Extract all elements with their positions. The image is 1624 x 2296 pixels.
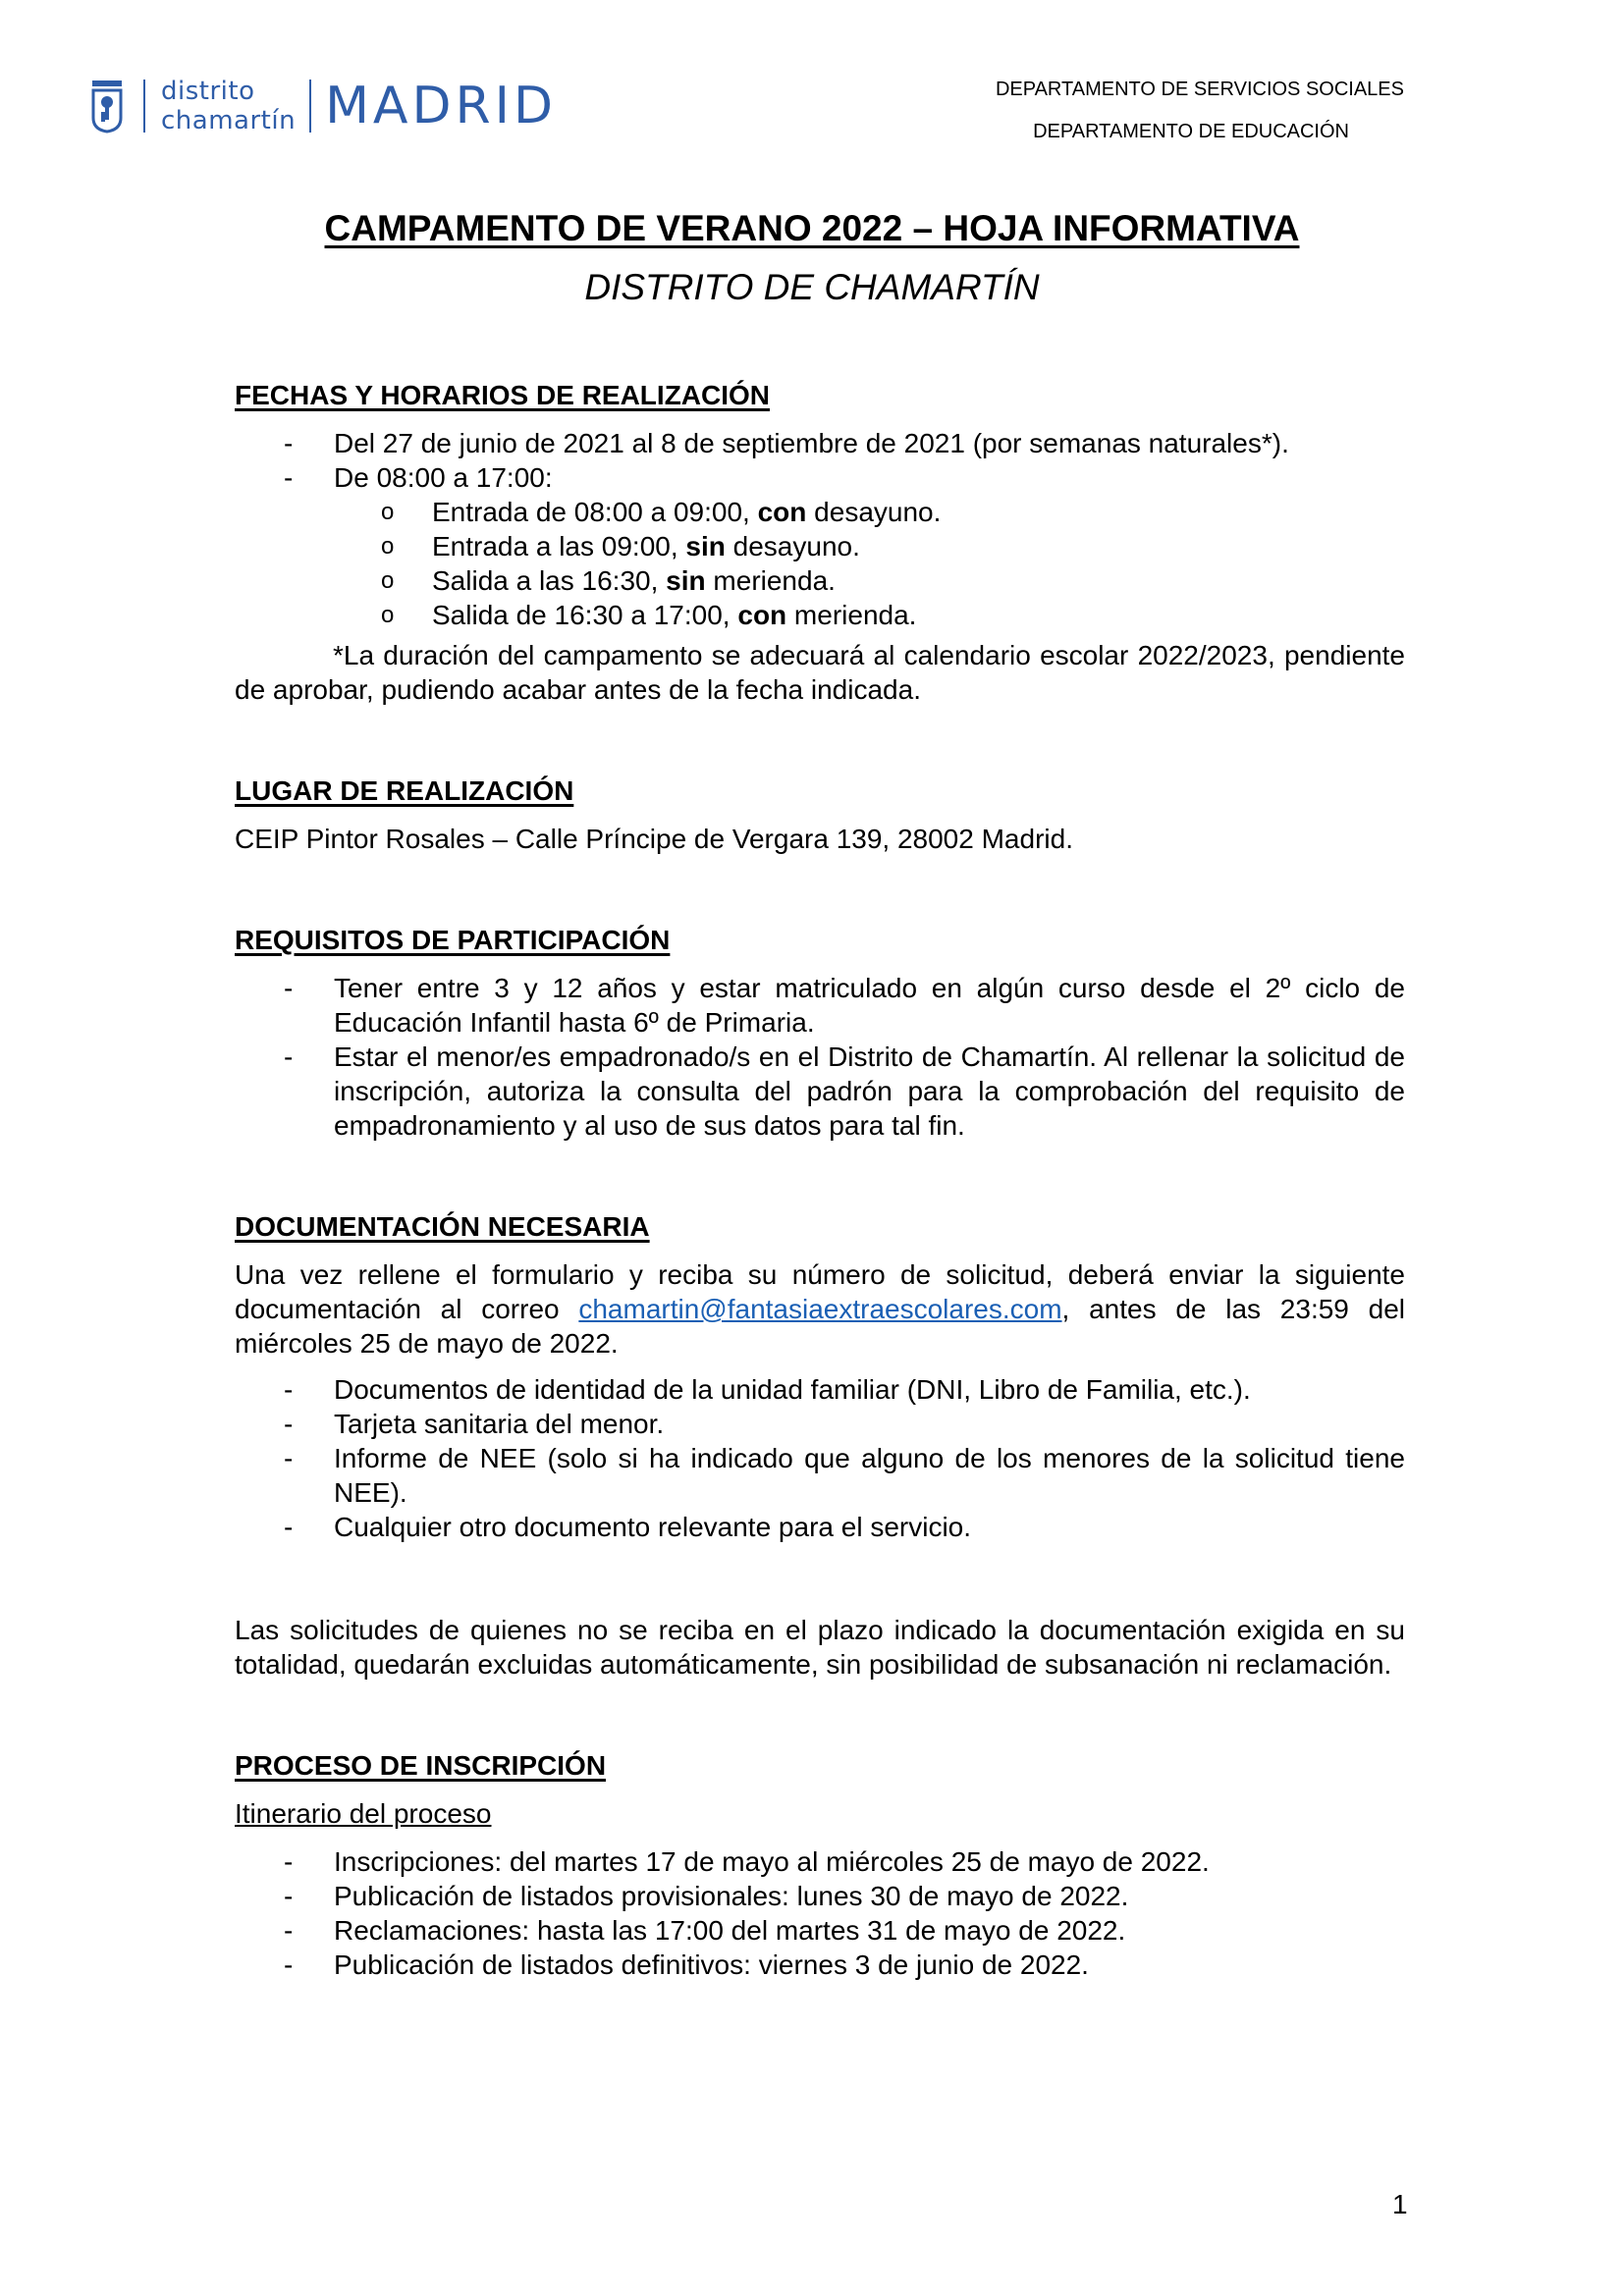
department-education: DEPARTAMENTO DE EDUCACIÓN xyxy=(1033,121,1349,142)
page-number: 1 xyxy=(1392,2189,1408,2219)
sublist-item: o Entrada de 08:00 a 09:00, con desayuno. xyxy=(235,495,1405,529)
list-item: - Estar el menor/es empadronado/s en el Distrito de Chamartín. Al rellenar la solicitud de inscripción, autoriza la consulta del padrón para la comprobación del requisito de empadronamiento y al uso de sus datos para tal fin. xyxy=(235,1040,1405,1143)
list-item: - Tener entre 3 y 12 años y estar matriculado en algún curso desde el 2º ciclo de Educación Infantil hasta 6º de Primaria. xyxy=(235,971,1405,1040)
city-name: MADRID xyxy=(325,77,558,135)
sublist-item: o Salida a las 16:30, sin merienda. xyxy=(235,563,1405,598)
list-item: - Reclamaciones: hasta las 17:00 del martes 31 de mayo de 2022. xyxy=(235,1913,1405,1948)
district-name xyxy=(161,77,296,135)
district-line-1: distrito xyxy=(161,77,255,106)
logo-divider xyxy=(143,80,145,133)
sublist-item: o Entrada a las 09:00, sin desayuno. xyxy=(235,529,1405,563)
dates-list xyxy=(235,426,1405,495)
section-proceso xyxy=(235,1748,1405,1982)
madrid-coat-of-arms-icon xyxy=(90,79,124,133)
documentation-intro: Una vez rellene el formulario y reciba su número de solicitud, deberá enviar la siguiente documentación al correo chamartin@fantasiaextraescolares.com, antes de las 23:59 del miércoles 25 de mayo de 2022. xyxy=(235,1259,1406,1359)
list-item: - Documentos de identidad de la unidad familiar (DNI, Libro de Familia, etc.). xyxy=(235,1372,1405,1407)
document-body xyxy=(235,378,1405,1982)
list-item: - Del 27 de junio de 2021 al 8 de septiembre de 2021 (por semanas naturales*). xyxy=(235,426,1405,460)
section-heading: DOCUMENTACIÓN NECESARIA xyxy=(235,1211,650,1242)
department-social-services: DEPARTAMENTO DE SERVICIOS SOCIALES xyxy=(995,79,1404,100)
madrid-chamartin-logo xyxy=(90,77,557,135)
warning-text: Las solicitudes de quienes no se reciba en el plazo indicado la documentación exigida en su totalidad, quedarán excluidas automáticamente, sin posibilidad de subsanación ni reclamación. xyxy=(235,1615,1405,1680)
list-item: - De 08:00 a 17:00: xyxy=(235,460,1405,495)
list-item: - Informe de NEE (solo si ha indicado que alguno de los menores de la solicitud tiene NEE). xyxy=(235,1441,1405,1510)
section-requisitos xyxy=(235,923,1405,1143)
list-item: - Tarjeta sanitaria del menor. xyxy=(235,1407,1405,1441)
list-item: - Cualquier otro documento relevante para el servicio. xyxy=(235,1510,1405,1544)
logo-divider-2 xyxy=(309,80,311,133)
location-text: CEIP Pintor Rosales – Calle Príncipe de Vergara 139, 28002 Madrid. xyxy=(235,824,1073,854)
section-fechas xyxy=(235,378,1405,707)
list-item: - Publicación de listados provisionales: lunes 30 de mayo de 2022. xyxy=(235,1879,1405,1913)
page-subtitle: DISTRITO DE CHAMARTÍN xyxy=(584,267,1040,307)
footnote: *La duración del campamento se adecuará al calendario escolar 2022/2023, pendiente de aprobar, pudiendo acabar antes de la fecha indicada. xyxy=(235,640,1405,705)
email-link[interactable]: chamartin@fantasiaextraescolares.com xyxy=(578,1294,1062,1324)
documents-list xyxy=(235,1372,1405,1544)
list-item: - Publicación de listados definitivos: viernes 3 de junio de 2022. xyxy=(235,1948,1405,1982)
section-heading: LUGAR DE REALIZACIÓN xyxy=(235,775,574,806)
section-documentacion xyxy=(235,1209,1405,1682)
section-lugar xyxy=(235,774,1405,856)
schedule-sublist xyxy=(235,495,1405,632)
district-line-2: chamartín xyxy=(161,106,297,135)
section-heading: REQUISITOS DE PARTICIPACIÓN xyxy=(235,925,671,955)
sublist-item: o Salida de 16:30 a 17:00, con merienda. xyxy=(235,598,1405,632)
requirements-list xyxy=(235,971,1405,1143)
list-item: - Inscripciones: del martes 17 de mayo al miércoles 25 de mayo de 2022. xyxy=(235,1844,1405,1879)
page-title: CAMPAMENTO DE VERANO 2022 – HOJA INFORMATIVA xyxy=(324,208,1300,248)
section-heading: PROCESO DE INSCRIPCIÓN xyxy=(235,1750,607,1781)
section-heading: FECHAS Y HORARIOS DE REALIZACIÓN xyxy=(235,380,771,410)
subsection-heading: Itinerario del proceso xyxy=(235,1798,492,1829)
process-list xyxy=(235,1844,1405,1982)
